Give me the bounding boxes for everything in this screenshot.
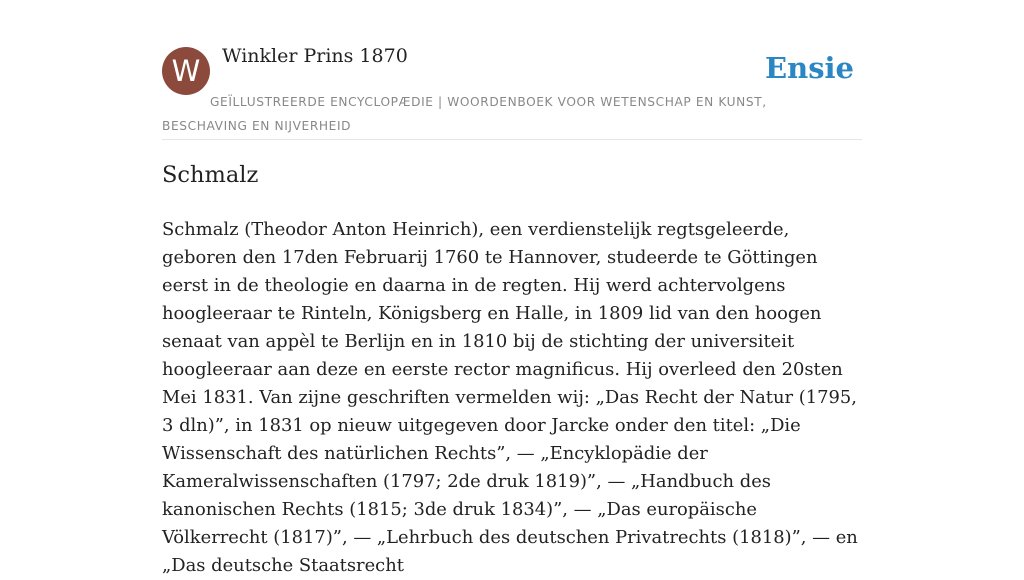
header-divider — [162, 139, 862, 140]
source-subtitle: GEÏLLUSTREERDE ENCYCLOPÆDIE | WOORDENBOEK VOOR WETENSCHAP EN KUNST, BESCHAVING EN NIJVERHEID — [162, 95, 767, 133]
source-title[interactable]: Winkler Prins 1870 — [222, 45, 408, 67]
ensie-logo[interactable]: Ensie — [765, 51, 854, 85]
source-avatar[interactable]: W — [162, 47, 210, 95]
article-title: Schmalz — [162, 162, 259, 188]
article-body: Schmalz (Theodor Anton Heinrich), een verdienstelijk regtsgeleerde, geboren den 17den Februarij 1760 te Hannover, studeerde te Göttingen eerst in de theologie en daarna in de regten. Hij werd achtervolgens hoogleeraar te Rinteln, Königsberg en Halle, in 1809 lid van den hoogen senaat van appèl te Berlijn en in 1810 bij de stichting der universiteit hoogleeraar aan deze en eerste rector magnificus. Hij overleed den 20sten Mei 1831. Van zijne geschriften vermelden wij: „Das Recht der Natur (1795, 3 dln)”, in 1831 op nieuw uitgegeven door Jarcke onder den titel: „Die Wissenschaft des natürlichen Rechts”, — „Encyklopädie der Kameralwissenschaften (1797; 2de druk 1819)”, — „Handbuch des kanonischen Rechts (1815; 3de druk 1834)”, — „Das europäische Völkerrecht (1817)”, — „Lehrbuch des deutschen Privatrechts (1818)”, — en „Das deutsche Staatsrecht — [162, 219, 858, 576]
